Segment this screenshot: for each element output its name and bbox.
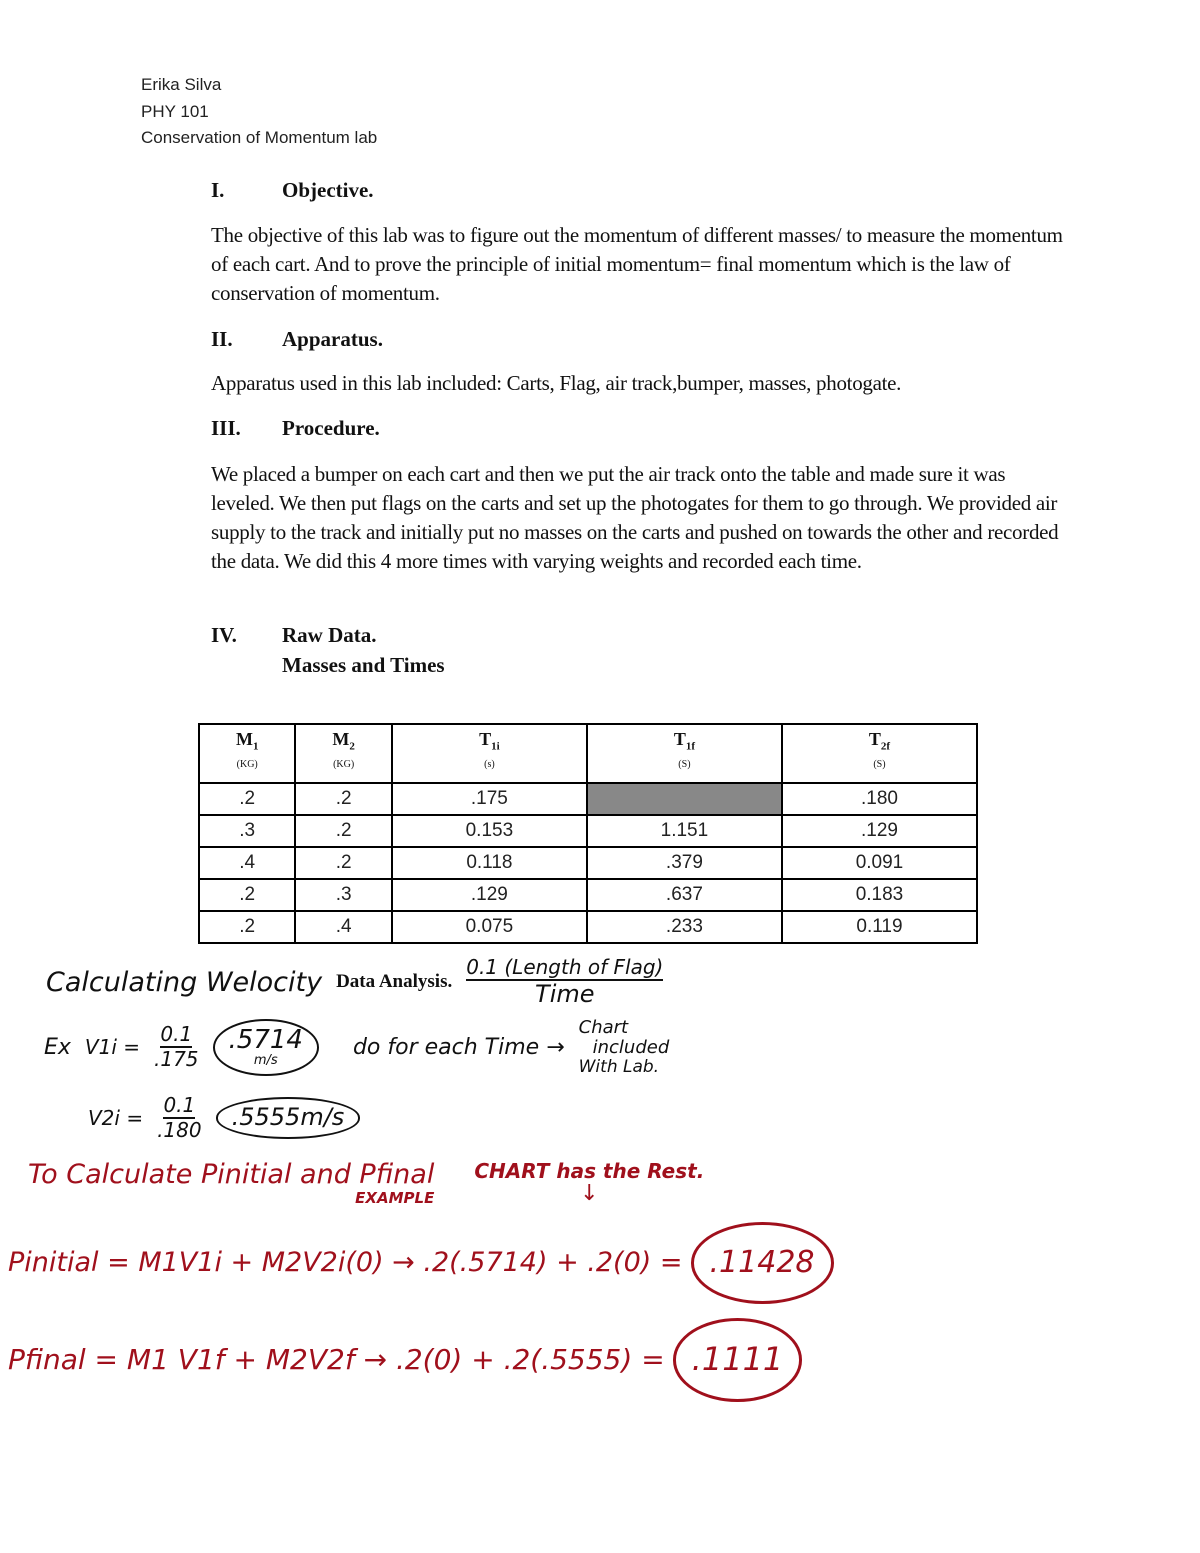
note-chart: Chart: [578, 1017, 629, 1038]
document-title: Conservation of Momentum lab: [141, 128, 378, 147]
v2i-row: [88, 1094, 360, 1142]
to-calculate-block: [28, 1160, 434, 1206]
chart-rest-block: [474, 1160, 704, 1206]
pfinal-result-circle: [673, 1318, 803, 1402]
table-row: [199, 911, 977, 943]
v2i-result-circle: [216, 1097, 361, 1138]
note-with-lab: With Lab.: [578, 1056, 660, 1077]
cell: 0.118: [392, 847, 587, 879]
v1i-result: .5714: [228, 1024, 303, 1055]
header-m2: $M_2$ (KG): [295, 724, 391, 783]
v2i-fraction: $\frac{0.1}{.180}$: [157, 1093, 202, 1142]
header-t1i: $T_{1i}$ (s): [392, 724, 587, 783]
to-calculate-note: To Calculate Pinitial and Pfinal: [28, 1159, 435, 1190]
cell: .3: [295, 879, 391, 911]
cell: .4: [199, 847, 295, 879]
section-3-number: III.: [211, 416, 241, 440]
table-row: [199, 879, 977, 911]
section-1-number: I.: [211, 178, 225, 202]
table-row: [199, 783, 977, 815]
velocity-formula-denominator: Time: [535, 980, 595, 1008]
cell: .180: [782, 783, 977, 815]
pfinal-equation: Pfinal = M1 V1f + M2V2f → .2(0) + .2(.5555) =: [8, 1343, 665, 1377]
v1i-unit: m/s: [253, 1052, 278, 1068]
cell: .637: [587, 879, 782, 911]
cell: .4: [295, 911, 391, 943]
note-each-time: do for each Time →: [352, 1034, 565, 1060]
cell: .175: [392, 783, 587, 815]
cell: 0.153: [392, 815, 587, 847]
cell: .233: [587, 911, 782, 943]
chart-note: [579, 1018, 670, 1076]
course-code: PHY 101: [141, 102, 209, 121]
cell: .129: [782, 815, 977, 847]
author-name: Erika Silva: [141, 75, 222, 94]
velocity-formula-numerator: 0.1 (Length of Flag): [466, 955, 664, 979]
note-included: included: [592, 1036, 670, 1058]
example-label: Ex: [44, 1034, 71, 1060]
section-2-number: II.: [211, 327, 233, 351]
velocity-formula: [466, 956, 663, 1009]
cell: 0.075: [392, 911, 587, 943]
raw-data-table: [198, 723, 978, 944]
header-m1: $M_1$ (KG): [199, 724, 295, 783]
section-1-body: The objective of this lab was to figure out the momentum of different masses/ to measure the momentum of each cart. And to prove the principle of initial momentum= final momentum which is the law of conservation of momentum.: [211, 223, 1063, 305]
v1i-row: [44, 1018, 669, 1076]
cell: .2: [199, 879, 295, 911]
blank-cell: [587, 783, 782, 815]
cell: 0.119: [782, 911, 977, 943]
header-t1f: $T_{1f}$ (S): [587, 724, 782, 783]
section-1-title: Objective.: [282, 178, 374, 202]
section-4-title: Raw Data.: [282, 623, 377, 647]
pinitial-result-circle: [691, 1222, 834, 1304]
section-3-title: Procedure.: [282, 416, 380, 440]
red-heading-row: [28, 1160, 704, 1206]
v1i-result-circle: [213, 1019, 319, 1076]
cell: .2: [295, 847, 391, 879]
section-2-body: Apparatus used in this lab included: Carts, Flag, air track,bumper, masses, photogate.: [211, 371, 902, 395]
data-analysis-heading: Data Analysis.: [336, 971, 453, 993]
cell: 0.183: [782, 879, 977, 911]
v1i-label: V1i =: [84, 1035, 140, 1060]
example-note: EXAMPLE: [355, 1188, 435, 1207]
table-row: [199, 815, 977, 847]
section-4-subtitle: Masses and Times: [282, 653, 445, 677]
section-4-number: IV.: [211, 623, 237, 647]
down-arrow-icon: ↓: [580, 1181, 599, 1206]
pfinal-result: .1111: [691, 1340, 784, 1378]
chart-has-rest-note: CHART has the Rest.: [474, 1159, 705, 1183]
pinitial-result: .11428: [709, 1245, 815, 1280]
cell: .2: [295, 783, 391, 815]
pfinal-row: [8, 1318, 802, 1402]
table-header-row: [199, 724, 977, 783]
section-3-body: We placed a bumper on each cart and then we put the air track onto the table and made sure it was leveled. We then put flags on the carts and set up the photogates for them to go through. We provided air supply to the track and initially put no masses on the carts and pushed on towards the other and recorded the data. We did this 4 more times with varying weights and recorded each time.: [211, 462, 1059, 573]
analysis-title-row: [46, 956, 663, 1009]
cell: 0.091: [782, 847, 977, 879]
header-t2f: $T_{2f}$ (S): [782, 724, 977, 783]
table-row: [199, 847, 977, 879]
v2i-label: V2i =: [88, 1106, 144, 1130]
cell: .3: [199, 815, 295, 847]
cell: .2: [199, 783, 295, 815]
pinitial-equation: Pinitial = M1V1i + M2V2i(0) → .2(.5714) + .2(0) =: [8, 1247, 683, 1279]
cell: 1.151: [587, 815, 782, 847]
cell: .129: [392, 879, 587, 911]
handwritten-calc-title: Calculating Welocity: [46, 966, 323, 998]
v2i-result: .5555m/s: [231, 1103, 345, 1132]
cell: .379: [587, 847, 782, 879]
section-2-title: Apparatus.: [282, 327, 383, 351]
pinitial-row: [8, 1222, 834, 1304]
cell: .2: [199, 911, 295, 943]
v1i-fraction: $\frac{0.1}{.175}$: [154, 1022, 199, 1072]
cell: .2: [295, 815, 391, 847]
